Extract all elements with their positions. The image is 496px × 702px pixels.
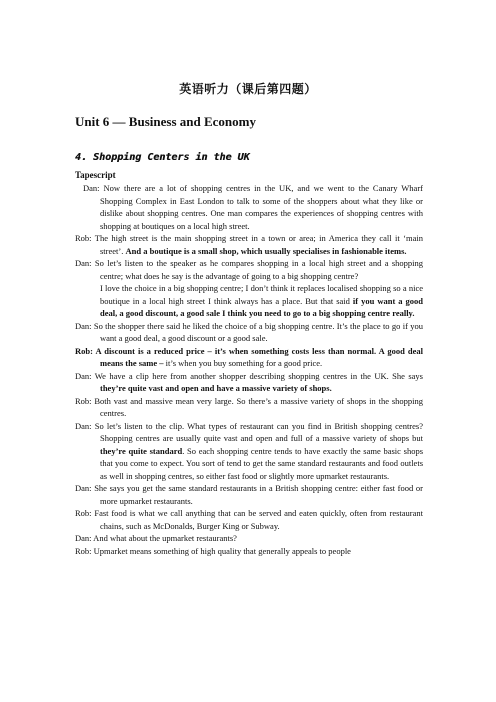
paragraph-text: I love the choice in a big shopping centre; I don’t think it replaces localised shopping so a nice boutique in a local high street I think always has a place. But that said xyxy=(100,283,423,306)
paragraph-text: . So each shopping centre tends to have exactly the same basic shops that you come to expect. You sort of tend to get the same standard restaurants and food outlets as well in shopping centres, so either fast food or slightly more upmarket restaurants. xyxy=(100,445,423,481)
section-heading: 4. Shopping Centers in the UK xyxy=(75,152,250,163)
paragraph-text: it’s when you buy something for a good price. xyxy=(163,358,323,368)
emphasis-text: they’re quite vast and open and have a massive variety of shops. xyxy=(100,383,332,393)
paragraph xyxy=(75,232,423,257)
paragraph xyxy=(75,420,423,483)
paragraph xyxy=(75,370,423,395)
emphasis-text: they’re quite standard xyxy=(100,445,183,456)
emphasis-text: And a boutique is a small shop, which usually specialises in fashionable items. xyxy=(125,245,407,256)
transcript-body xyxy=(75,182,423,557)
paragraph: Rob: Upmarket means something of high quality that generally appeals to people xyxy=(75,545,351,556)
paragraph-text: Rob: The high street is the main shopping street in a town or area; in America they call it ‘main street’. xyxy=(75,233,423,256)
paragraph: Dan: So the shopper there said he liked the choice of a big shopping centre. It’s the place to go if you want a good deal, a good discount or a good sale. xyxy=(75,320,423,343)
paragraph: Dan: So let’s listen to the speaker as he compares shopping in a local high street and a shopping centre; what does he say is the advantage of going to a big shopping centre? xyxy=(75,258,423,281)
paragraph xyxy=(75,345,423,370)
paragraph-text: Dan: We have a clip here from another shopper describing shopping centres in the UK. She says xyxy=(75,370,423,381)
emphasis-text: if you want a good deal, a good discount, a good sale I think you need to go to a big shopping centre really. xyxy=(100,295,424,318)
paragraph-text: Dan: So let’s listen to the clip. What types of restaurant can you find in British shopping centres? Shopping centres are usually quite vast and open and full of a massive variety of shops but xyxy=(75,420,423,443)
paragraph: Rob: Fast food is what we call anything that can be served and eaten quickly, often from restaurant chains, such as McDonalds, Burger King or Subway. xyxy=(75,508,423,531)
page-title: 英语听力（课后第四题） xyxy=(179,82,317,96)
unit-heading: Unit 6 — Business and Economy xyxy=(75,114,256,129)
paragraph: Rob: Both vast and massive mean very large. So there’s a massive variety of shops in the shopping centres. xyxy=(75,395,423,418)
paragraph: Dan: Now there are a lot of shopping centres in the UK, and we went to the Canary Wharf Shopping Complex in East London to talk to some of the shoppers about what they like or dislike about shopping centres. One man compares the experiences of shopping centres with shopping at boutiques on a local high street. xyxy=(83,183,423,231)
paragraph: Dan: And what about the upmarket restaurants? xyxy=(75,533,237,543)
paragraph xyxy=(75,282,423,320)
paragraph: Dan: She says you get the same standard restaurants in a British shopping centre: either fast food or more upmarket restaurants. xyxy=(75,483,423,506)
tapescript-label: Tapescript xyxy=(75,170,116,180)
emphasis-text: Rob: A discount is a reduced price – it’s when something costs less than normal. A good deal means the same – xyxy=(75,345,423,368)
